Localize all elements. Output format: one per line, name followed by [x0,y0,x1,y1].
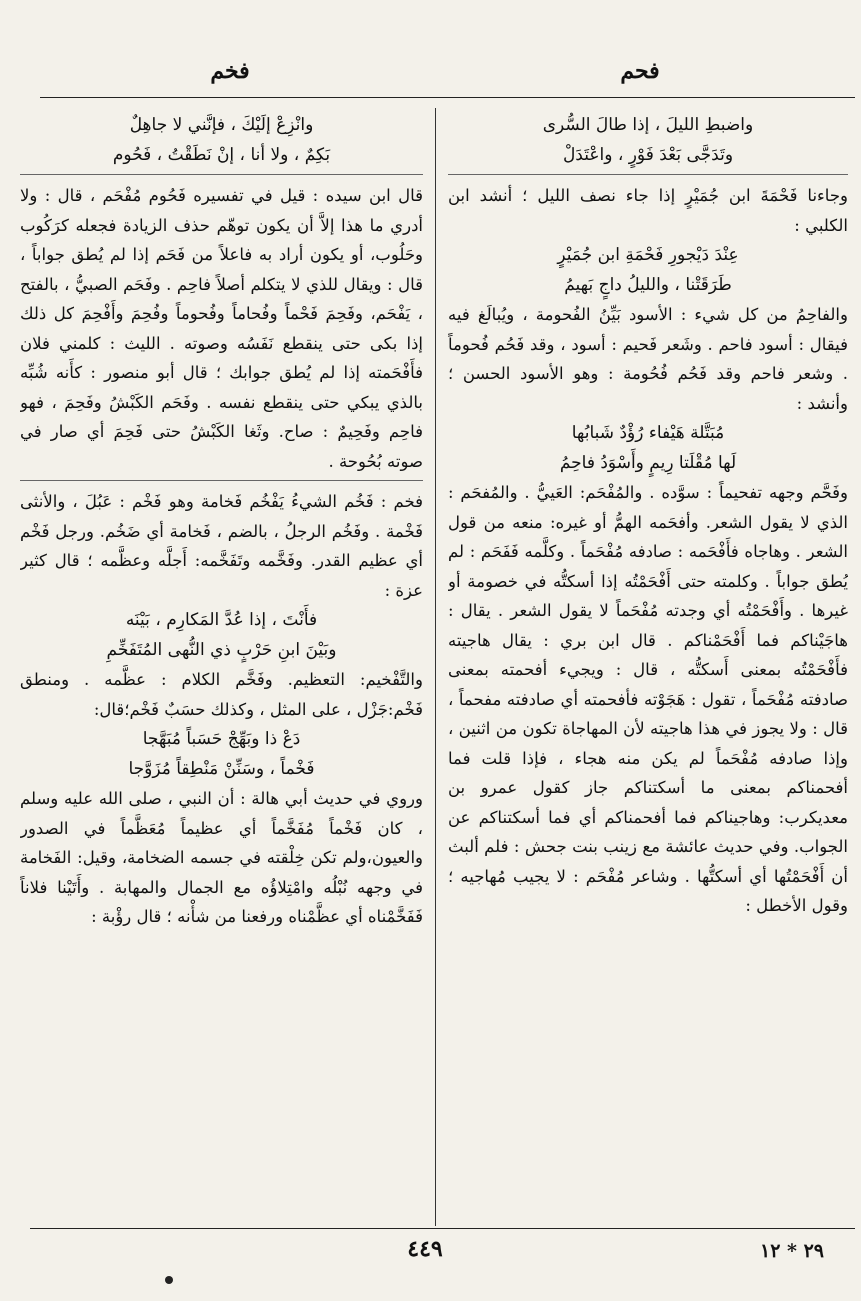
verse [20,724,423,784]
paragraph: قال ابن سيده : قيل في تفسيره فَحُوم مُفْحَم ، قال : ولا أدري ما هذا إلاَّ أن يكون توهّم حذف الزيادة فجعله كرَكُوب وحَلُوب، أو يكون أراد به فاعلاً من فَحَم إذا لم يُطق جواباً ، قال : ويقال للذي لا يتكلم أصلاً فاحِم . وفَحَم الصبيُّ ، بالفتح ، يَفْحَم، وفَحِمَ فَحْماً وفُحاماً وفُحوماً وفُحِمَ وأَفْحِمَ كل ذلك إذا بكى حتى ينقطع نَفَسُه وصوته . الليث : كلمني فلان فأَفْحَمته إذا لم يُطق جوابك ؛ قال أبو منصور : كأَنه شُبِّه بالذي يبكي حتى ينقطع نفسه . وفَحَم الكَبْشُ وفَحِمَ ، فهو فاحِم وفَحِيمٌ : صاح. وثَغا الكَبْشُ حتى فَحِمَ أي صار في صوته بُحُوحة . [20,186,423,471]
verse [20,110,423,170]
separator [20,174,423,175]
running-head-left: فخم [210,58,250,84]
separator [20,480,423,481]
verse-line: فأَنْتَ ، إذا عُدَّ المَكارِم ، بَيْنَه [125,610,318,630]
verse-line: دَعْ ذا وبَهِّجْ حَسَباً مُبَهَّجا [142,729,301,749]
ink-dot [165,1276,173,1284]
paragraph: والتَّفْخيم: التعظيم. وفَخَّم الكلام : عظَّمه . ومنطق فَخْم:جَزْل ، على المثل ، وكذلك حسَبٌ فَخْم؛قال: [20,670,423,719]
left-column [20,110,423,1222]
running-head-right: فحم [620,58,660,84]
column-divider [435,108,436,1226]
verse [20,605,423,665]
verse-line: لَها مُقْلَتا رِيمٍ وأَسْوَدُ فاحِمُ [559,453,737,473]
verse-line: بَكِمٌ ، ولا أنا ، إنْ نَطَقْتُ ، فَحُوم [112,145,331,165]
paragraph: فخم : فَخُم الشيءُ يَفْخُم فَخامة وهو فَخْم : عَبُلَ ، والأنثى فَخْمة . وفَخُم الرجلُ ، بالضم ، فَخامة أي ضَخُم. ورجل فَخْم أي عظيم القدر. وفَخَّمه وتَفَخَّمه: أَجلَّه وعظَّمه ؛ قال كثير عزة : [20,492,423,600]
paragraph: والفاحِمُ من كل شيء : الأسود بَيِّنُ الفُحومة ، ويُبالَغ فيه فيقال : أسود فاحم . وشَعر فَحيم : أسود ، وقد فَحُم فُحوماً . وشعر فاحم وقد فَحُم فُحُومة : وهو الأسود الحسن ؛ وأنشد : [448,305,848,413]
separator [448,174,848,175]
paragraph: وروي في حديث أبي هالة : أن النبي ، صلى الله عليه وسلم ، كان فَخْماً مُفَخَّماً أي عظيماً مُعَظَّماً في الصدور والعيون،ولم تكن خِلْقته في جسمه الضخامة، وقيل: الفَخامة في وجهه نُبْلُه وامْتِلاؤُه مع الجمال والمهابة . وأَتَيْنا فلاناً فَفَخَّمْناه أي عظَّمْناه ورفعنا من شأْنه ؛ قال رؤْبة : [20,789,423,926]
right-column [448,110,848,1222]
header-rule [40,97,855,98]
verse-line: عِنْدَ دَيْجورِ فَحْمَةِ ابن جُمَيْرٍ [557,245,739,265]
verse [448,110,848,170]
verse [448,240,848,300]
footer-rule [30,1228,855,1229]
paragraph: وجاءنا فَحْمَةَ ابن جُمَيْرٍ إذا جاء نصف الليل ؛ أنشد ابن الكلبي : [448,186,848,235]
verse-line: وبَيْنَ ابنِ حَرْبٍ ذي النُّهى المُتَفَخِّمِ [106,640,337,660]
verse-line: وانْزِعْ إلَيْكَ ، فإنَّني لا جاهِلٌ [129,115,314,135]
verse-line: مُبَتَّلة هَيْفاء رُؤْدٌ شَبابُها [571,423,725,443]
verse-line: وتَدَجَّى بَعْدَ فَوْرٍ ، واعْتَدَلْ [562,145,734,165]
signature-mark: ٢٩ * ١٢ [760,1240,825,1262]
verse-line: طَرَقَتْنا ، والليلُ داجٍ بَهيمُ [564,275,732,295]
verse-line: فَخْماً ، وسَنِّنْ مَنْطِقاً مُزَوَّجا [128,759,315,779]
paragraph: وفَحَّم وجهه تفحيماً : سوَّده . والمُفْحَم: العَييُّ . والمُفحَم : الذي لا يقول الشعر. وأفحَمه الهمُّ أو غيره: منعه من قول الشعر . وهاجاه فأَفْحَمه : صادفه مُفْحَماً . وكلَّمه فَفَحَم : لم يُطق جواباً . وكلمته حتى أَفْحَمْتُه إذا أسكتُّه في خصومة أو غيرها . وأَفْحَمْتُه أي وجدته مُفْحَماً لا يقول الشعر . يقال : هاجَيْناكم فما أَفْحَمْناكم . قال ابن بري : يقال هاجيته فأَفْحَمْتُه بمعنى أَسكتُّه ، قال : ويجيء أفحمته بمعنى صادفته مُفْحَماً ، تقول : هَجَوْته فأفحمته أي صادفته مفحماً ، قال : ولا يجوز في هذا هاجيته لأن المهاجاة تكون من اثنين ، وإذا صادفه مُفْحَماً لم يكن منه هجاء ، فإذا قلت فما أفحمناكم بمعنى ما أسكتناكم جاز كقول عمرو بن معديكرب: وهاجيناكم فما أفحمناكم أي فما أسكتناكم عن الجواب. وفي حديث عائشة مع زينب بنت جحش : فلم ألبث أن أَفْحَمْتُها أي أسكتُّها . وشاعر مُفْحَم : لا يجيب مُهاجيه ؛ وقول الأخطل : [448,483,848,915]
page-number: ٤٤٩ [407,1236,443,1262]
verse-line: واضبطِ الليلَ ، إذا طالَ السُّرى [542,115,754,135]
verse [448,418,848,478]
